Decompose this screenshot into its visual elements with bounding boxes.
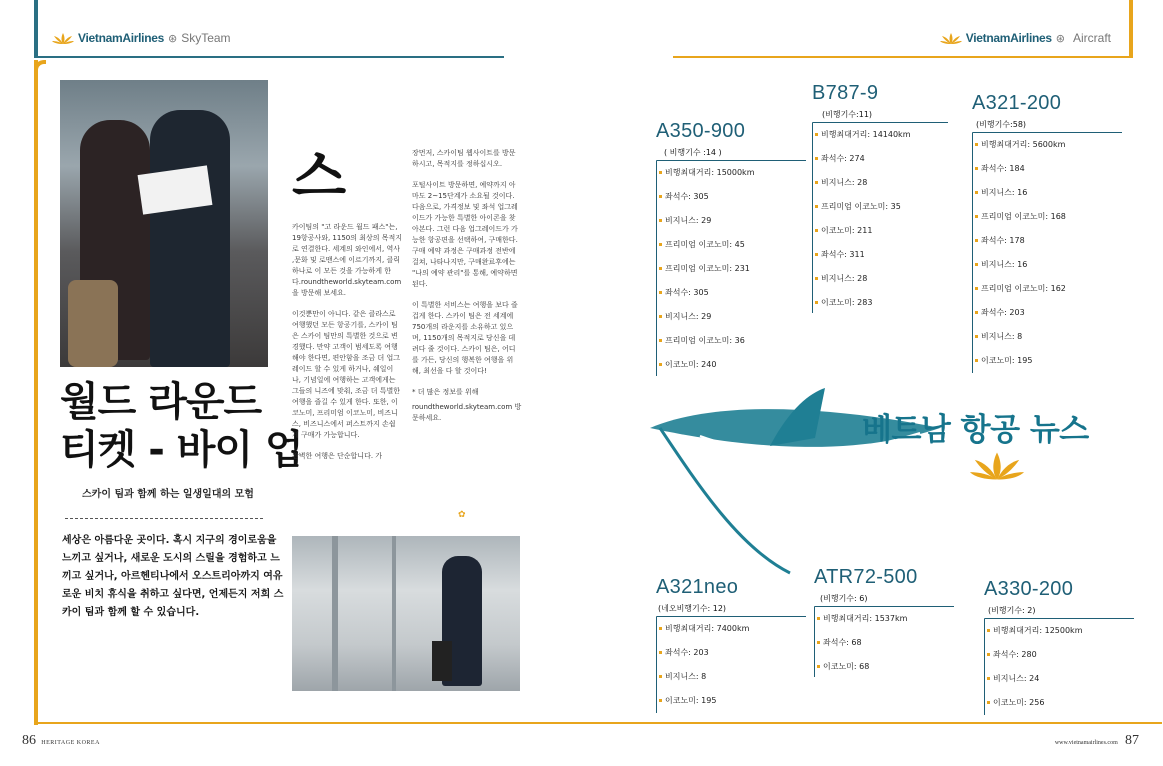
spec-item: 이코노미: 256 — [985, 697, 1134, 715]
aircraft-name: ATR72-500 — [814, 566, 918, 588]
page-frame-bottom — [34, 722, 1162, 724]
paragraph: 포털사이트 방문하면, 예약까지 아마도 2~15단계가 소요될 것이다. 다음으로, 가격정보 및 좌석 업그레이드가 가능한 특별한 아이콘을 찾아본다. 그런 다음 업그레이드가 가능한 항공편을 선택하여, 구매한다. 구매 예약 과정은 구매과정 전반에 걸쳐, 나타나지만, 구매완료후에는 "나의 예약 관리"를 통해, 예약하면 된다. — [412, 181, 518, 288]
aircraft-card-a321-200 — [972, 92, 1122, 373]
spec-item: 좌석수: 274 — [813, 153, 948, 177]
lotus-end-mark-icon: ✿ — [458, 510, 466, 520]
spec-item: 프리미엄 이코노미: 35 — [813, 201, 948, 225]
spec-item: 비행최대거리: 12500km — [985, 625, 1134, 649]
aircraft-name: A350-900 — [656, 120, 746, 142]
spec-item: 비지니스: 29 — [657, 215, 806, 239]
page-number: 86 — [22, 733, 36, 748]
aircraft-fleet: (비행기수:11) — [822, 110, 873, 119]
spec-item: 프리미엄 이코노미: 36 — [657, 335, 806, 359]
skyteam-icon: ⊛ — [1055, 31, 1065, 45]
spec-item: 이코노미: 195 — [657, 695, 806, 713]
spec-item: 비지니스: 24 — [985, 673, 1134, 697]
spec-item: 비행최대거리: 7400km — [657, 623, 806, 647]
spec-item: 비지니스: 16 — [973, 259, 1122, 283]
aircraft-specs — [656, 161, 806, 376]
aircraft-name: A321-200 — [972, 92, 1062, 114]
section-name: Aircraft — [1072, 31, 1111, 45]
aircraft-fleet: (비행기수: 6) — [820, 594, 868, 603]
article-title: 월드 라운드 티켓 - 바이 업 — [60, 379, 303, 473]
page-frame-left — [34, 60, 38, 725]
spec-item: 좌석수: 305 — [657, 287, 806, 311]
article-column-1 — [292, 222, 402, 472]
paragraph: 완벽한 여행은 단순합니다. 가 — [292, 452, 383, 460]
spec-item: 비행최대거리: 15000km — [657, 167, 806, 191]
article-subtitle: 스카이 팀과 함께 하는 일생일대의 모험 — [82, 489, 254, 500]
lotus-icon — [968, 450, 1026, 482]
spec-item: 비지니스: 16 — [973, 187, 1122, 211]
paragraph: * 더 많은 정보를 위해 — [412, 388, 479, 396]
travelers-photo — [60, 80, 268, 367]
paragraph: 장먼저, 스카이팀 웹사이트를 방문하시고, 목적지를 정하십시오. — [412, 149, 516, 168]
paragraph: 이 특별한 서비스는 여행을 보다 즐겁게 한다. 스카이 팀은 전 세계에 750개의 라운지를 소유하고 있으며, 1150개의 목적지로 당신을 데려다 줄 것이다. 스카이 팀은, 어디를 가든, 당신의 행복한 여행을 위해, 최선을 다 할 것이다! — [412, 301, 518, 375]
aircraft-specs — [812, 123, 948, 313]
left-folio — [22, 732, 100, 749]
partner-name: SkyTeam — [181, 31, 231, 45]
spec-item: 이코노미: 211 — [813, 225, 948, 249]
aircraft-fleet: ( 비행기수 :14 ) — [664, 148, 722, 157]
spec-item: 이코노미: 195 — [973, 355, 1122, 375]
spec-item: 좌석수: 311 — [813, 249, 948, 273]
spec-item: 좌석수: 280 — [985, 649, 1134, 673]
aircraft-name: A330-200 — [984, 578, 1074, 600]
paragraph: 카이팀의 "고 라운드 월드 패스"는, 19항공사와, 1150의 최상의 목적지로 연결한다. 세계의 와인에서, 역사 ,문화 및 로맨스에 이르기까지, 클릭 하나로 이 모든 것을 가능하게 한다.roundtheworld.skyteam.com을 방문해 보세요. — [292, 223, 403, 297]
lotus-icon — [940, 32, 962, 45]
spec-item: 비지니스: 29 — [657, 311, 806, 335]
dashed-divider — [65, 518, 263, 519]
aircraft-card-a350 — [656, 120, 806, 376]
spec-item: 좌석수: 68 — [815, 637, 954, 661]
header-right-rule — [673, 56, 1133, 58]
page-number: 87 — [1125, 733, 1139, 748]
article-column-2 — [412, 148, 522, 434]
brand-name: VietnamAirlines — [965, 31, 1052, 45]
aircraft-card-atr72 — [814, 566, 954, 677]
airport-traveler-photo — [292, 536, 520, 691]
magazine-name: HERITAGE KOREA — [41, 740, 100, 746]
spec-item: 좌석수: 305 — [657, 191, 806, 215]
spec-item: 좌석수: 178 — [973, 235, 1122, 259]
spec-item: 이코노미: 240 — [657, 359, 806, 379]
spec-item: 프리미엄 이코노미: 168 — [973, 211, 1122, 235]
drop-cap: 스 — [292, 145, 347, 210]
spec-item: 비지니스: 28 — [813, 177, 948, 201]
spec-item: 이코노미: 68 — [815, 661, 954, 679]
header-right-accent — [1129, 0, 1133, 58]
paragraph: 이것뿐만이 아니다. 같은 클라스로 여행했던 모든 항공기를, 스카이 팀은 스카이 팀만의 특별한 것으로 변경했다. 만약 고객이 범세도록 여행해야 한다면, 편안함을 조금 더 업그레이드 할 수 있게 하거나, 쉐일이나, 기념일에 여행하는 고객에게는 그들의 니즈에 맞춰, 조금 더 특별한 여행을 즐길 수 있게 한다. 또한, 이코노미, 프리미엄 이코노미, 비즈니스, 비즈니스에서 퍼스트까지 손쉽게 구매가 가능합니다. — [292, 310, 401, 439]
aircraft-specs — [972, 133, 1122, 373]
spec-item: 비지니스: 8 — [973, 331, 1122, 355]
header-left-accent — [34, 0, 38, 58]
website-url: www.vietnamairlines.com — [1054, 740, 1118, 746]
aircraft-fleet: (비행기수: 2) — [988, 606, 1036, 615]
spec-item: 좌석수: 203 — [973, 307, 1122, 331]
spec-item: 비지니스: 8 — [657, 671, 806, 695]
spec-item: 비행최대거리: 1537km — [815, 613, 954, 637]
spec-item: 프리미엄 이코노미: 162 — [973, 283, 1122, 307]
aircraft-specs — [656, 617, 806, 713]
spec-item: 비행최대거리: 14140km — [813, 129, 948, 153]
paragraph: roundtheworld.skyteam.com 방문하세요. — [412, 403, 522, 422]
aircraft-name: A321neo — [656, 576, 739, 598]
news-heading: 베트남 항공 뉴스 — [862, 412, 1089, 448]
spec-item: 프리미엄 이코노미: 45 — [657, 239, 806, 263]
lotus-icon — [52, 32, 74, 45]
aircraft-card-b787 — [812, 82, 948, 313]
header-left-rule — [34, 56, 504, 58]
spec-item: 프리미엄 이코노미: 231 — [657, 263, 806, 287]
brand-name: VietnamAirlines — [78, 31, 164, 45]
aircraft-card-a330 — [984, 578, 1134, 715]
aircraft-specs — [814, 607, 954, 677]
article-intro: 세상은 아름다운 곳이다. 혹시 지구의 경이로움을 느끼고 싶거나, 새로운 도시의 스릴을 경험하고 느끼고 싶거나, 아르헨티나에서 오스트리아까지 여유로운 비치 휴식을 취하고 싶다면, 언제든지 저희 스카이 팀과 함께 할 수 있습니다. — [62, 535, 284, 618]
aircraft-name: B787-9 — [812, 82, 879, 104]
header-brand-left — [52, 31, 231, 45]
aircraft-fleet: (네오비행기수: 12) — [658, 604, 727, 613]
spec-item: 비행최대거리: 5600km — [973, 139, 1122, 163]
header-brand-right — [940, 31, 1111, 45]
spec-item: 이코노미: 283 — [813, 297, 948, 317]
aircraft-fleet: (비행기수:58) — [976, 120, 1027, 129]
aircraft-specs — [984, 619, 1134, 715]
skyteam-icon: ⊛ — [167, 31, 178, 45]
spec-item: 비지니스: 28 — [813, 273, 948, 297]
right-folio — [1055, 732, 1139, 749]
spec-item: 좌석수: 184 — [973, 163, 1122, 187]
aircraft-card-a321neo — [656, 576, 806, 713]
spec-item: 좌석수: 203 — [657, 647, 806, 671]
